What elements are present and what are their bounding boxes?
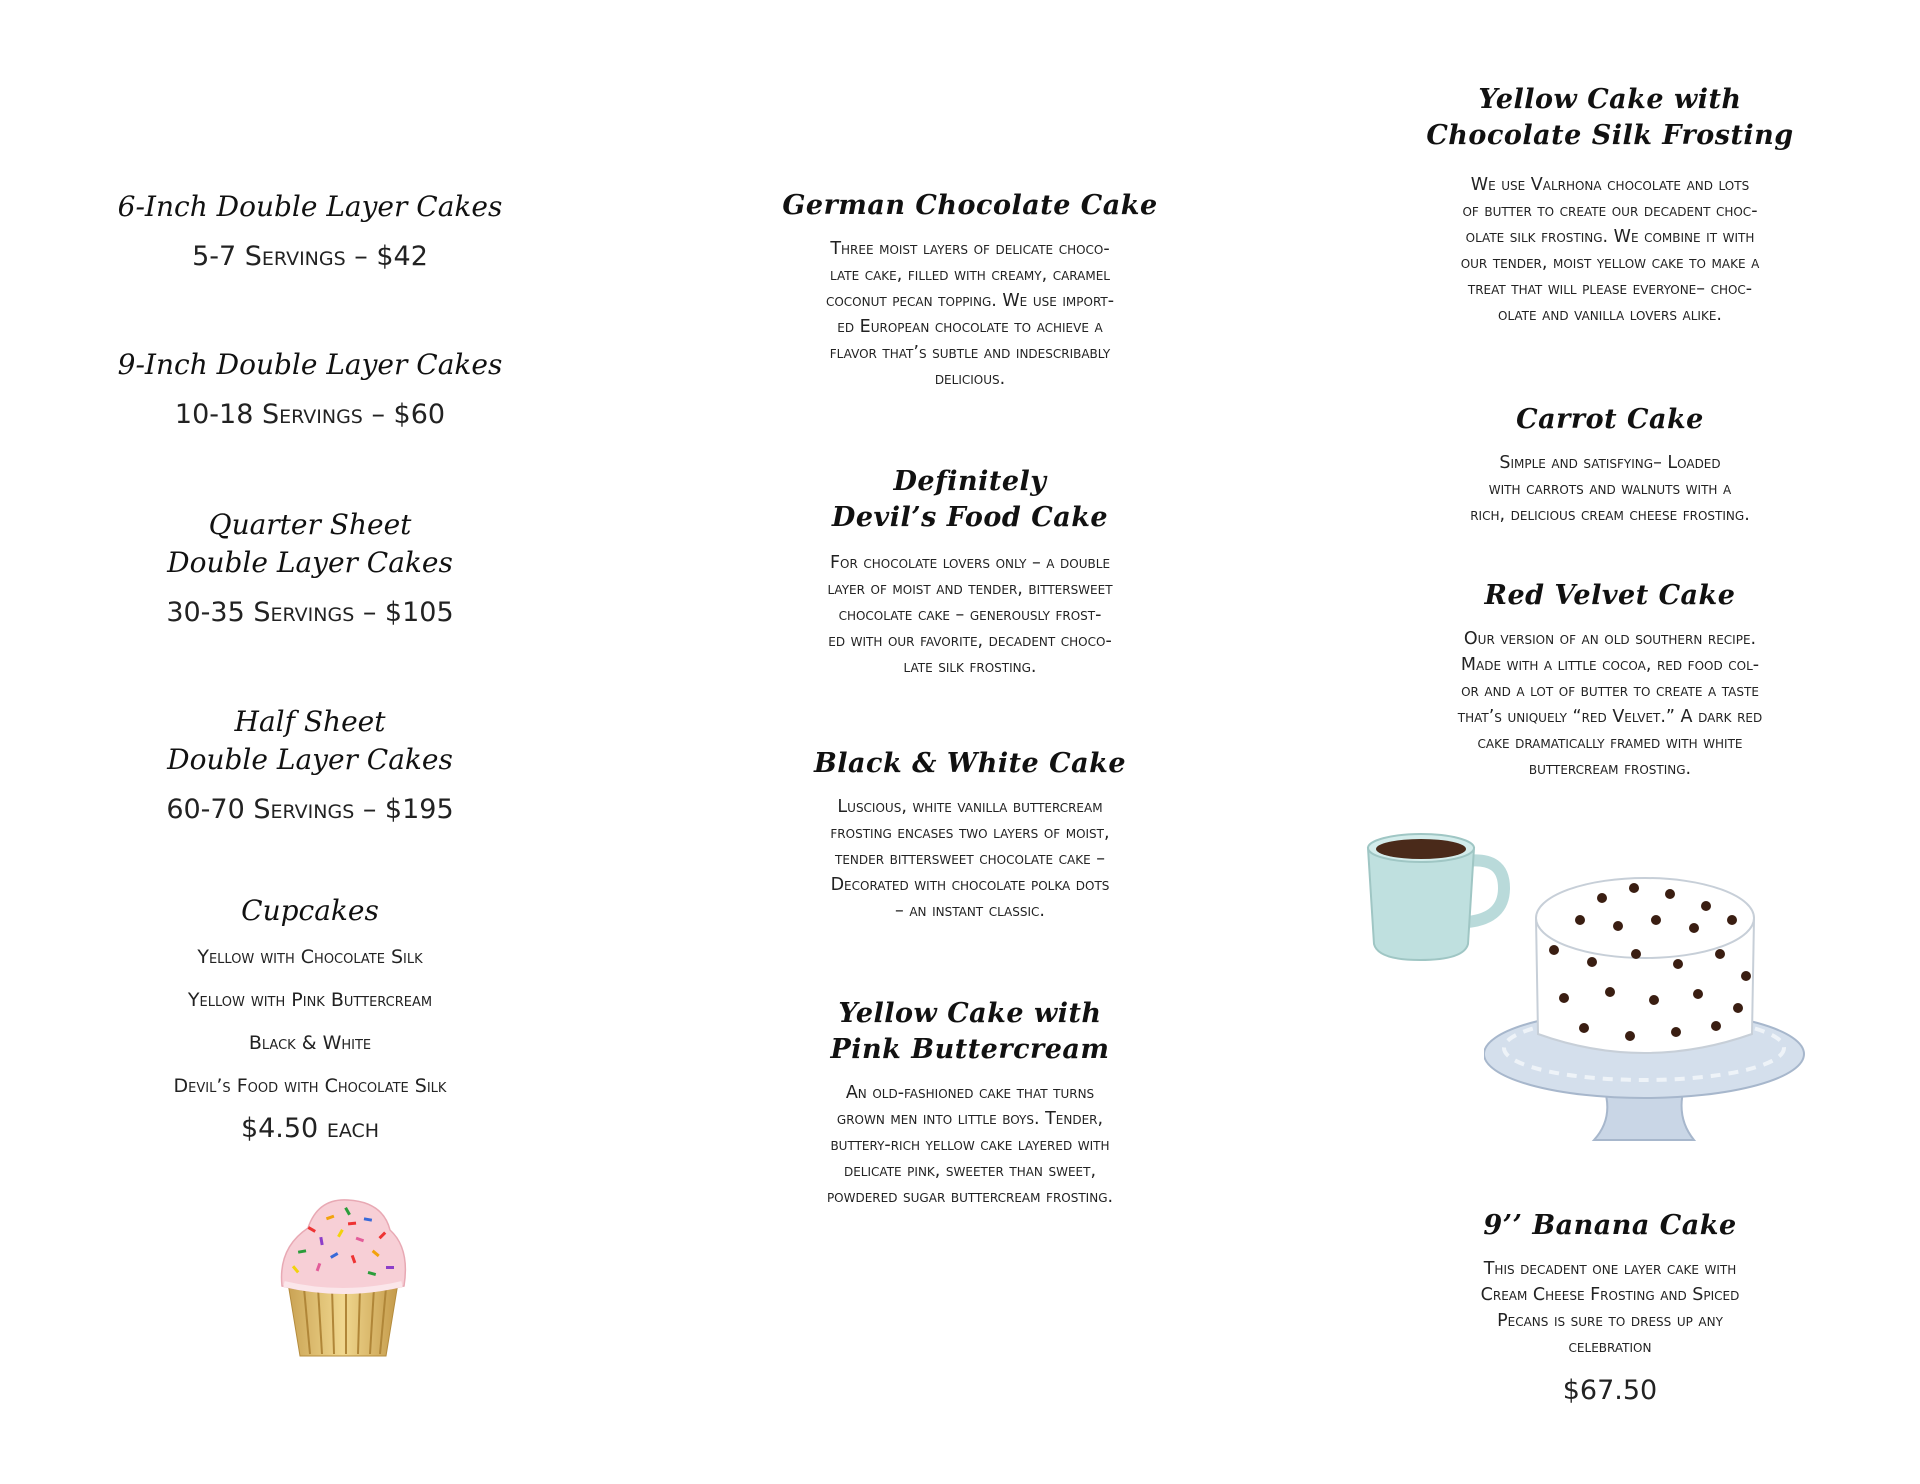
description-line: Simple and satisfying– Loaded [1499, 453, 1721, 473]
quarter-sheet-block [60, 506, 560, 630]
description-line: ed European chocolate to achieve a [837, 317, 1103, 337]
red-velvet-block [1360, 578, 1860, 782]
description-line: of butter to create our decadent choc- [1462, 201, 1758, 221]
description-line: treat that will please everyone– choc- [1467, 279, 1753, 299]
devils-food-title-1: Definitely [893, 466, 1047, 497]
description-line: frosting encases two layers of moist, [830, 823, 1110, 843]
description-line: celebration [1568, 1337, 1652, 1357]
nine-inch-price: 10-18 Servings – $60 [174, 399, 446, 430]
cupcakes-title: Cupcakes [241, 894, 379, 927]
description-line: Luscious, white vanilla buttercream [837, 797, 1103, 817]
description-line: delicate pink, sweeter than sweet, [843, 1161, 1097, 1181]
six-inch-price: 5-7 Servings – $42 [192, 241, 428, 272]
description-line: buttercream frosting. [1528, 759, 1692, 779]
half-sheet-title-2: Double Layer Cakes [167, 743, 453, 776]
description-line: – an instant classic. [895, 901, 1045, 921]
cupcake-item: Yellow with Chocolate Silk [197, 946, 423, 968]
description-line: tender bittersweet chocolate cake – [834, 849, 1106, 869]
cupcake-item: Yellow with Pink Buttercream [187, 989, 433, 1011]
description-line: that’s uniquely “red Velvet.” A dark red [1457, 707, 1763, 727]
carrot-title: Carrot Cake [1516, 404, 1704, 435]
cupcake-item: Black & White [248, 1032, 372, 1054]
devils-food-title-2: Devil’s Food Cake [831, 502, 1109, 533]
description-line: Our version of an old southern recipe. [1463, 629, 1757, 649]
description-line: or and a lot of butter to create a taste [1461, 681, 1759, 701]
red-velvet-title: Red Velvet Cake [1484, 580, 1736, 611]
carrot-block [1360, 402, 1860, 528]
cupcake-illustration-icon [268, 1188, 418, 1363]
description-line: Three moist layers of delicate choco- [830, 239, 1110, 259]
description-line: ed with our favorite, decadent choco- [828, 631, 1112, 651]
german-chocolate-title: German Chocolate Cake [782, 190, 1158, 221]
black-white-block [740, 746, 1200, 924]
description-line: This decadent one layer cake with [1483, 1259, 1737, 1279]
description-line: Pecans is sure to dress up any [1497, 1311, 1723, 1331]
description-line: layer of moist and tender, bittersweet [827, 579, 1113, 599]
description-line: olate and vanilla lovers alike. [1498, 305, 1722, 325]
banana-price: $67.50 [1562, 1375, 1658, 1406]
description-line: late silk frosting. [903, 657, 1037, 677]
devils-food-block [740, 464, 1200, 680]
half-sheet-block [60, 703, 560, 827]
description-line: powdered sugar buttercream frosting. [826, 1187, 1114, 1207]
description-line: An old-fashioned cake that turns [845, 1083, 1095, 1103]
description-line: grown men into little boys. Tender, [836, 1109, 1104, 1129]
half-sheet-title-1: Half Sheet [234, 705, 386, 738]
description-line: Made with a little cocoa, red food col- [1460, 655, 1760, 675]
description-line: Cream Cheese Frosting and Spiced [1480, 1285, 1740, 1305]
banana-block [1360, 1208, 1860, 1408]
description-line: our tender, moist yellow cake to make a [1460, 253, 1760, 273]
yellow-pink-block [740, 996, 1200, 1210]
quarter-sheet-title-2: Double Layer Cakes [167, 546, 453, 579]
cupcakes-block [60, 892, 560, 1146]
german-chocolate-block [740, 188, 1200, 392]
quarter-sheet-title-1: Quarter Sheet [208, 508, 412, 541]
description-line: rich, delicious cream cheese frosting. [1470, 505, 1750, 525]
yellow-pink-title-2: Pink Buttercream [830, 1034, 1110, 1065]
yellow-chocolate-block [1360, 82, 1860, 328]
quarter-sheet-price: 30-35 Servings – $105 [166, 597, 454, 628]
black-white-title: Black & White Cake [813, 748, 1127, 779]
description-line: olate silk frosting. We combine it with [1465, 227, 1755, 247]
half-sheet-price: 60-70 Servings – $195 [166, 794, 454, 825]
nine-inch-block [60, 346, 560, 432]
description-line: chocolate cake – generously frost- [838, 605, 1102, 625]
six-inch-title: 6-Inch Double Layer Cakes [117, 190, 503, 223]
description-line: buttery-rich yellow cake layered with [830, 1135, 1110, 1155]
description-line: flavor that’s subtle and indescribably [829, 343, 1111, 363]
six-inch-block [60, 188, 560, 274]
yellow-chocolate-title-2: Chocolate Silk Frosting [1426, 120, 1794, 151]
cupcake-item: Devil’s Food with Chocolate Silk [173, 1075, 447, 1097]
banana-title: 9’’ Banana Cake [1483, 1210, 1737, 1241]
yellow-chocolate-title-1: Yellow Cake with [1478, 84, 1742, 115]
description-line: coconut pecan topping. We use import- [825, 291, 1115, 311]
cupcakes-price: $4.50 each [240, 1113, 380, 1144]
nine-inch-title: 9-Inch Double Layer Cakes [117, 348, 503, 381]
description-line: cake dramatically framed with white [1477, 733, 1743, 753]
description-line: with carrots and walnuts with a [1488, 479, 1732, 499]
description-line: Decorated with chocolate polka dots [830, 875, 1110, 895]
description-line: late cake, filled with creamy, caramel [830, 265, 1110, 285]
polka-dot-cake-illustration-icon [1484, 858, 1820, 1148]
description-line: For chocolate lovers only – a double [829, 553, 1111, 573]
yellow-pink-title-1: Yellow Cake with [838, 998, 1102, 1029]
description-line: We use Valrhona chocolate and lots [1470, 175, 1750, 195]
description-line: delicious. [934, 369, 1006, 389]
